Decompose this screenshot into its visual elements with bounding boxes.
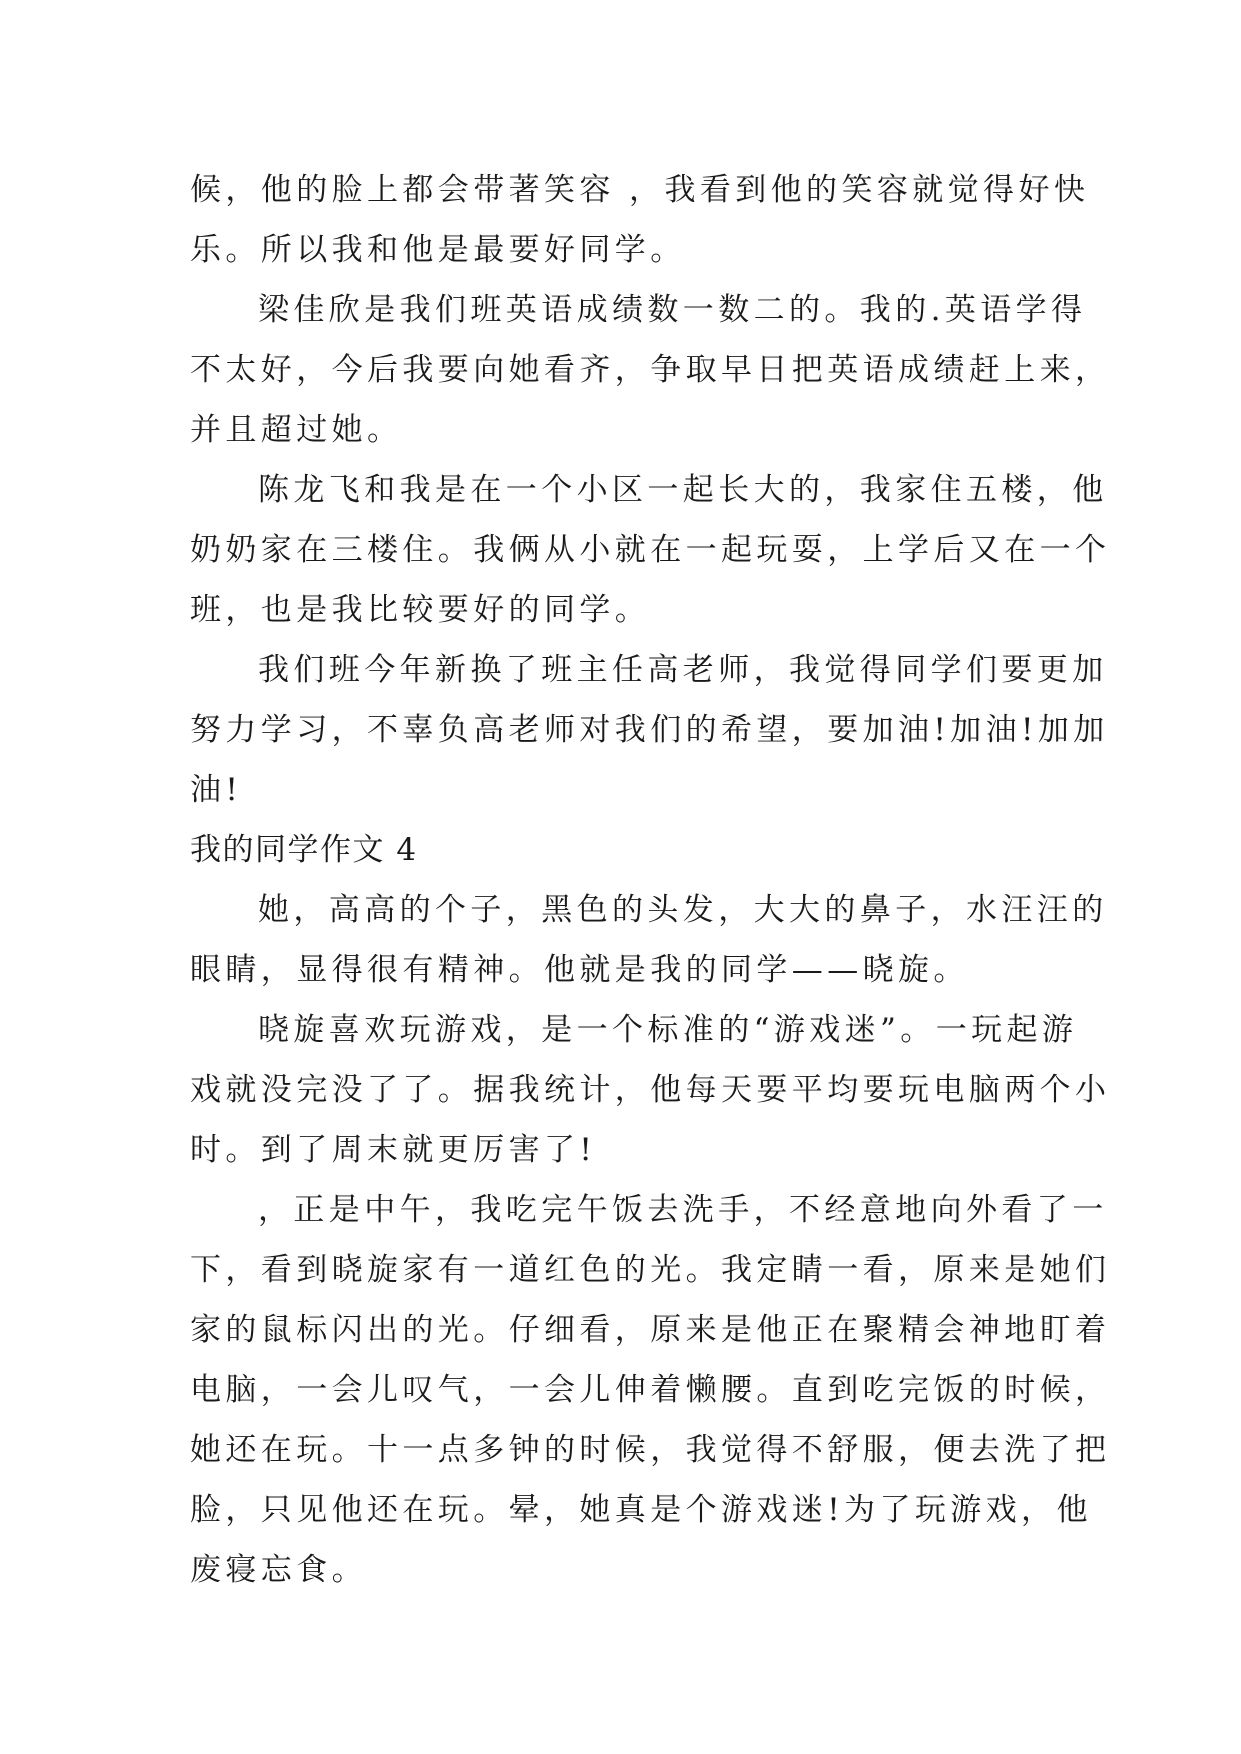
text-line: 她还在玩。十一点多钟的时候，我觉得不舒服，便去洗了把 <box>190 1432 1111 1468</box>
text-line: 她，高高的个子，黑色的头发，大大的鼻子，水汪汪的 <box>258 892 1108 928</box>
text-line: 家的鼠标闪出的光。仔细看，原来是他正在聚精会神地盯着 <box>190 1312 1111 1348</box>
text-line: 不太好，今后我要向她看齐，争取早日把英语成绩赶上来， <box>190 352 1111 388</box>
document-page <box>190 160 1111 1600</box>
text-line: 油! <box>190 772 243 808</box>
text-line: 戏就没完没了了。据我统计，他每天要平均要玩电脑两个小 <box>190 1072 1111 1108</box>
text-line: 奶奶家在三楼住。我俩从小就在一起玩耍，上学后又在一个 <box>190 532 1111 568</box>
text-line: 眼睛，显得很有精神。他就是我的同学——晓旋。 <box>190 952 969 988</box>
text-line: 努力学习，不辜负高老师对我们的希望，要加油!加油!加加 <box>190 712 1109 748</box>
text-line: ，正是中午，我吃完午饭去洗手，不经意地向外看了一 <box>258 1192 1108 1228</box>
text-line: 候，他的脸上都会带著笑容 ，我看到他的笑容就觉得好快 <box>190 172 1090 208</box>
section-heading: 我的同学作文 4 <box>190 832 418 868</box>
text-line: 班，也是我比较要好的同学。 <box>190 592 651 628</box>
text-line: 梁佳欣是我们班英语成绩数一数二的。我的.英语学得 <box>258 292 1087 328</box>
text-line: 下，看到晓旋家有一道红色的光。我定睛一看，原来是她们 <box>190 1252 1111 1288</box>
text-line: 乐。所以我和他是最要好同学。 <box>190 232 686 268</box>
text-line: 脸，只见他还在玩。晕，她真是个游戏迷!为了玩游戏，他 <box>190 1492 1092 1528</box>
text-line: 并且超过她。 <box>190 412 403 448</box>
text-line: 电脑，一会儿叹气，一会儿伸着懒腰。直到吃完饭的时候， <box>190 1372 1111 1408</box>
text-line: 陈龙飞和我是在一个小区一起长大的，我家住五楼，他 <box>258 472 1108 508</box>
text-line: 时。到了周末就更厉害了! <box>190 1132 597 1168</box>
text-line: 我们班今年新换了班主任高老师，我觉得同学们要更加 <box>258 652 1108 688</box>
text-line: 废寝忘食。 <box>190 1552 367 1588</box>
text-line: 晓旋喜欢玩游戏，是一个标准的“游戏迷”。一玩起游 <box>258 1012 1078 1048</box>
